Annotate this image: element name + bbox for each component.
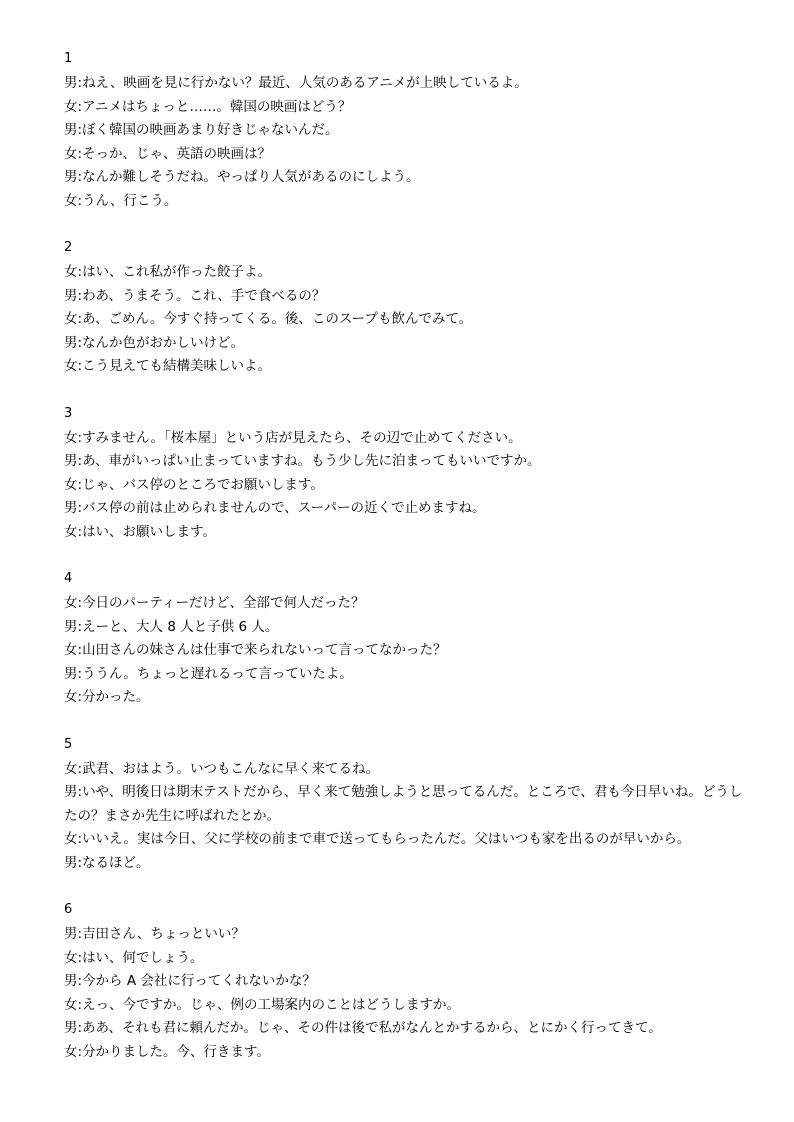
dialogue-text: はい、これ私が作った餃子よ。	[82, 264, 272, 280]
speaker-label: 女	[64, 145, 78, 162]
dialogue-line	[64, 497, 754, 521]
section-number: 1	[64, 51, 73, 66]
dialogue-text: 吉田さん、ちょっといい？	[82, 926, 245, 942]
dialogue-line	[64, 96, 754, 120]
speaker-label: 女	[64, 476, 78, 493]
speaker-separator: :	[77, 429, 83, 446]
dialogue-text: いや、明後日は期末テストだから、早く来て勉強しようと思ってるんだ。ところで、君も今日早いね。どうしたの？まさか先生に呼ばれたとか。	[64, 784, 743, 824]
dialogue-line	[64, 450, 754, 474]
dialogue-section-6	[64, 901, 754, 1064]
dialogue-text: なんか色がおかしいけど。	[82, 334, 245, 351]
dialogue-line	[64, 474, 754, 498]
speaker-separator: :	[77, 334, 83, 351]
speaker-label: 男	[64, 169, 78, 185]
dialogue-line	[64, 828, 754, 852]
dialogue-line	[64, 947, 754, 971]
dialogue-text: 今から A 会社に行ってくれないかな？	[82, 973, 316, 989]
dialogue-text: あ、ごめん。今すぐ持ってくる。後、このスープも飲んでみて。	[82, 311, 473, 327]
speaker-separator: :	[77, 831, 83, 847]
speaker-label: 男	[64, 334, 78, 351]
speaker-separator: :	[77, 192, 83, 209]
dialogue-section-3	[64, 405, 754, 545]
section-number: 4	[64, 571, 73, 586]
dialogue-line	[64, 261, 754, 285]
section-number: 3	[64, 405, 73, 421]
speaker-separator: :	[77, 1043, 83, 1060]
dialogue-section-4	[64, 570, 754, 710]
dialogue-line	[64, 758, 754, 782]
speaker-separator: :	[77, 75, 83, 91]
dialogue-text: バス停の前は止められませんので、スーパーの近くで止めますね。	[82, 500, 486, 516]
dialogue-line	[64, 521, 754, 545]
speaker-label: 女	[64, 595, 78, 611]
speaker-label: 女	[64, 98, 78, 115]
speaker-separator: :	[77, 523, 83, 540]
speaker-separator: :	[77, 760, 83, 777]
dialogue-line	[64, 1017, 754, 1041]
dialogue-section-1	[64, 50, 754, 213]
dialogue-text: なんか難しそうだね。やっぱり人気があるのにしよう。	[82, 169, 420, 185]
section-number: 5	[64, 736, 73, 752]
speaker-label: 男	[64, 973, 78, 989]
speaker-label: 男	[64, 122, 78, 138]
dialogue-line	[64, 663, 754, 687]
speaker-separator: :	[77, 926, 83, 942]
dialogue-text: こう見えても結構美味しいよ。	[82, 358, 272, 374]
speaker-separator: :	[77, 500, 83, 516]
dialogue-line	[64, 970, 754, 994]
dialogue-text: 今日のパーティーだけど、全部で何人だった？	[82, 595, 365, 611]
speaker-separator: :	[77, 1020, 83, 1036]
dialogue-text: じゃ、バス停のところでお願いします。	[82, 476, 324, 493]
speaker-label: 男	[64, 665, 78, 682]
dialogue-text: えっ、今ですか。じゃ、例の工場案内のことはどうしますか。	[82, 996, 461, 1013]
speaker-separator: :	[77, 949, 83, 966]
speaker-separator: :	[77, 595, 83, 611]
section-number: 2	[64, 240, 73, 255]
dialogue-text: なるほど。	[82, 854, 150, 871]
section-number: 6	[64, 902, 73, 917]
speaker-separator: :	[77, 973, 83, 989]
dialogue-line	[64, 166, 754, 190]
dialogue-text: ねえ、映画を見に行かない？最近、人気のあるアニメが上映しているよ。	[82, 75, 528, 91]
dialogue-text: いいえ。実は今日、父に学校の前まで車で送ってもらったんだ。父はいつも家を出るのが早いから。	[82, 831, 691, 847]
dialogue-line	[64, 119, 754, 143]
dialogue-text: はい、何でしょう。	[82, 949, 204, 966]
dialogue-text: うん、行こう。	[82, 192, 178, 209]
dialogue-line	[64, 592, 754, 616]
dialogue-line	[64, 616, 754, 640]
dialogue-text: 武君、おはよう。いつもこんなに早く来てるね。	[82, 760, 380, 777]
dialogue-line	[64, 781, 754, 828]
speaker-separator: :	[77, 358, 83, 374]
speaker-label: 女	[64, 523, 78, 540]
speaker-separator: :	[77, 689, 83, 705]
speaker-label: 女	[64, 311, 78, 327]
speaker-label: 女	[64, 264, 78, 280]
speaker-separator: :	[77, 453, 83, 469]
dialogue-line	[64, 308, 754, 332]
speaker-label: 女	[64, 689, 78, 705]
speaker-label: 男	[64, 854, 78, 871]
speaker-separator: :	[77, 98, 83, 115]
dialogue-line	[64, 190, 754, 214]
speaker-label: 女	[64, 429, 78, 446]
speaker-separator: :	[77, 996, 83, 1013]
speaker-label: 女	[64, 831, 78, 847]
dialogue-line	[64, 143, 754, 167]
speaker-separator: :	[77, 122, 83, 138]
dialogue-text: ぼく韓国の映画あまり好きじゃないんだ。	[82, 122, 339, 138]
speaker-separator: :	[77, 618, 83, 635]
dialogue-text: そっか、じゃ、英語の映画は？	[82, 145, 272, 162]
dialogue-text: わあ、うまそう。これ、手で食べるの？	[82, 287, 326, 304]
dialogue-text: 分かりました。今、行きます。	[82, 1043, 270, 1060]
dialogue-line	[64, 994, 754, 1018]
speaker-label: 男	[64, 75, 78, 91]
dialogue-line	[64, 285, 754, 309]
dialogue-text: すみません。「桜本屋」という店が見えたら、その辺で止めてください。	[82, 429, 522, 446]
dialogue-text: ああ、それも君に頼んだか。じゃ、その件は後で私がなんとかするから、とにかく行ってきて。	[82, 1020, 662, 1036]
speaker-label: 男	[64, 784, 78, 800]
speaker-separator: :	[77, 476, 83, 493]
dialogue-line	[64, 923, 754, 947]
dialogue-line	[64, 686, 754, 710]
speaker-separator: :	[77, 642, 83, 658]
dialogue-line	[64, 355, 754, 379]
dialogue-line	[64, 427, 754, 451]
speaker-label: 男	[64, 453, 78, 469]
dialogue-line	[64, 639, 754, 663]
speaker-label: 女	[64, 1043, 78, 1060]
dialogue-line	[64, 1041, 754, 1065]
speaker-label: 男	[64, 287, 78, 304]
speaker-separator: :	[77, 264, 83, 280]
dialogue-text: はい、お願いします。	[82, 523, 216, 540]
dialogue-section-5	[64, 736, 754, 876]
dialogue-line	[64, 332, 754, 356]
speaker-separator: :	[77, 784, 83, 800]
speaker-separator: :	[77, 145, 83, 162]
speaker-label: 女	[64, 642, 78, 658]
dialogue-text: アニメはちょっと……。韓国の映画はどう？	[82, 98, 352, 115]
dialogue-section-2	[64, 239, 754, 379]
speaker-label: 女	[64, 192, 78, 209]
speaker-separator: :	[77, 665, 83, 682]
dialogue-text: ううん。ちょっと遅れるって言っていたよ。	[82, 665, 353, 682]
speaker-separator: :	[77, 287, 83, 304]
dialogue-text: あ、車がいっぱい止まっていますね。もう少し先に泊まってもいいですか。	[82, 453, 541, 469]
speaker-label: 男	[64, 926, 78, 942]
dialogue-line	[64, 852, 754, 876]
speaker-label: 女	[64, 949, 78, 966]
speaker-label: 女	[64, 996, 78, 1013]
dialogue-text: 山田さんの妹さんは仕事で来られないって言ってなかった？	[82, 642, 447, 658]
speaker-label: 男	[64, 618, 78, 635]
dialogue-line	[64, 72, 754, 96]
speaker-separator: :	[77, 311, 83, 327]
dialogue-text: 分かった。	[82, 689, 150, 705]
speaker-label: 男	[64, 500, 78, 516]
dialogue-text: えーと、大人 8 人と子供 6 人。	[82, 618, 279, 635]
speaker-separator: :	[77, 169, 83, 185]
speaker-label: 女	[64, 358, 78, 374]
speaker-separator: :	[77, 854, 83, 871]
speaker-label: 男	[64, 1020, 78, 1036]
speaker-label: 女	[64, 760, 78, 777]
